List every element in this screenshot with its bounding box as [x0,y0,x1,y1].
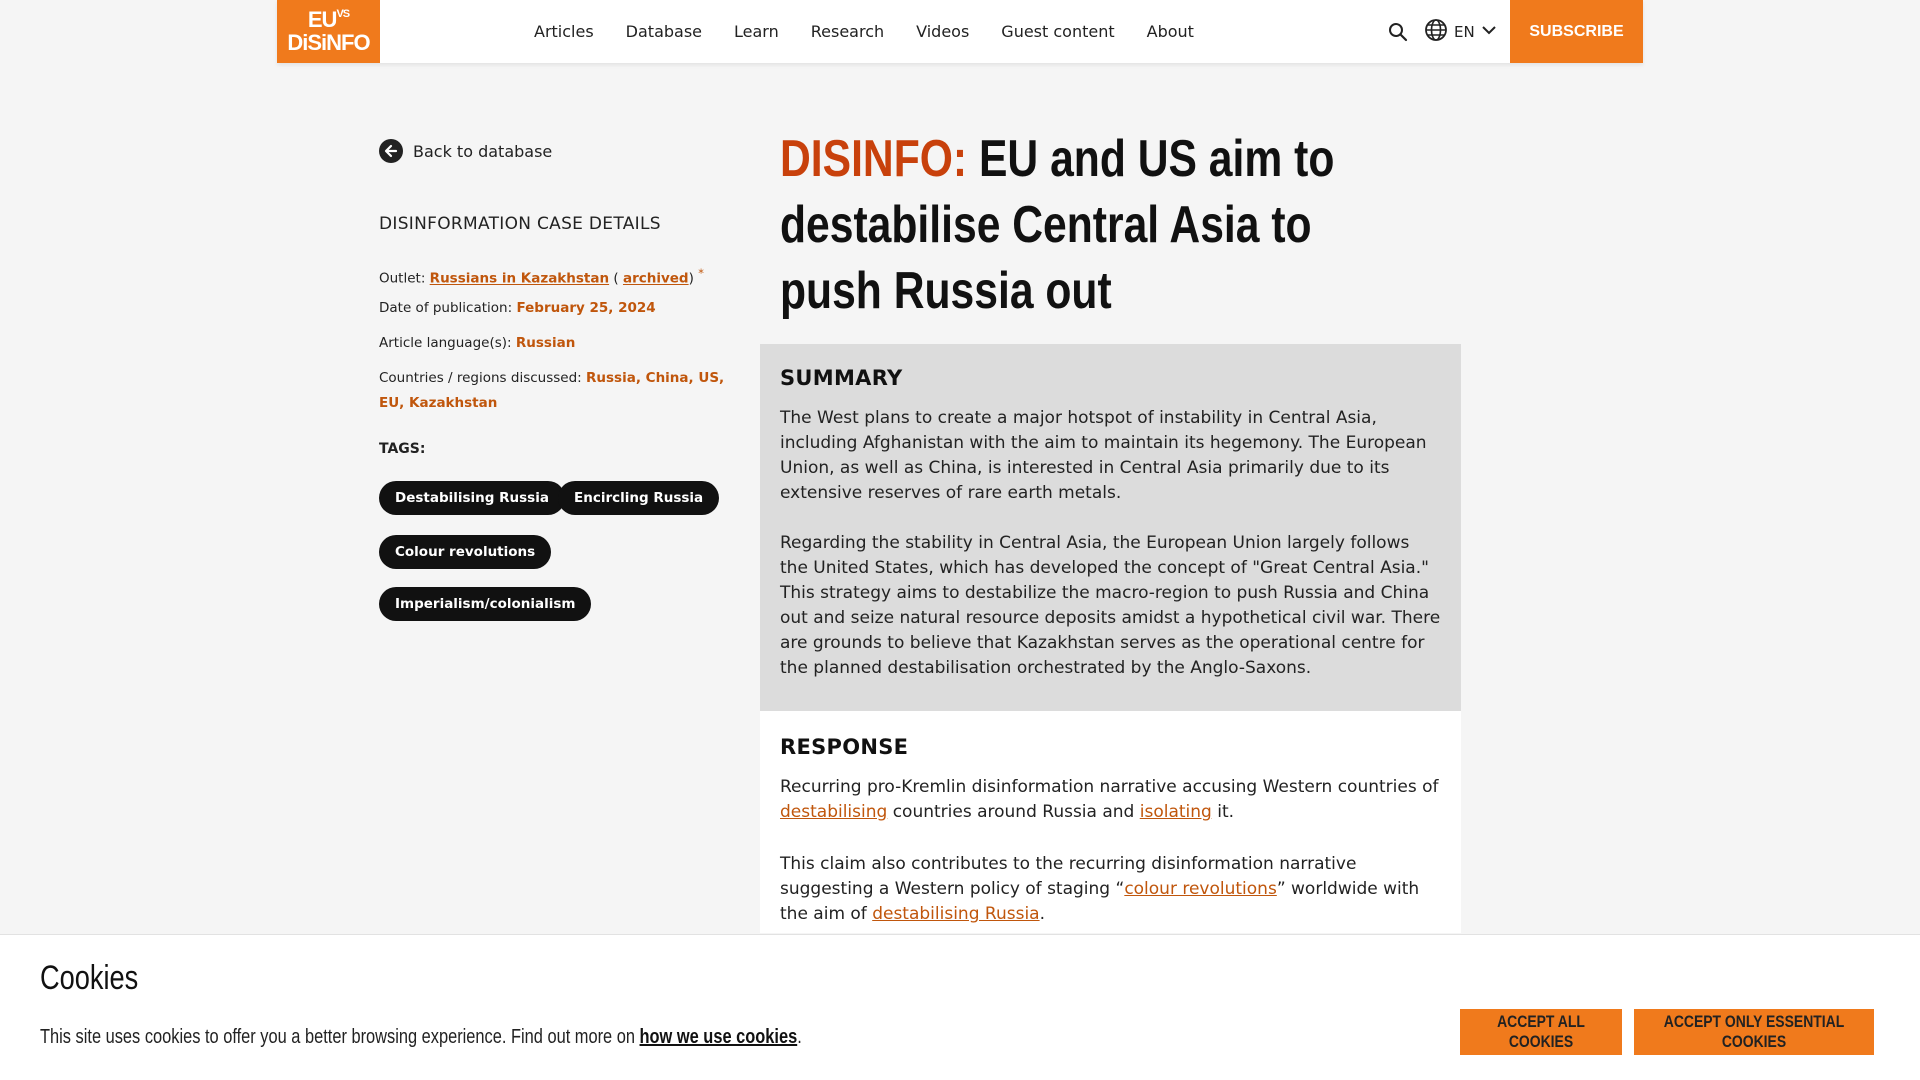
title-text: EU and US aim to destabilise Central Asia to push Russia out [780,130,1335,320]
language-row [379,331,739,356]
tags-title: TAGS: [379,441,426,457]
chevron-down-icon [1481,22,1497,42]
tag-colour-revolutions[interactable]: Colour revolutions [379,535,551,569]
site-header [277,0,1643,63]
main-nav [534,0,1226,63]
page-title [780,126,1420,324]
response-text: Recurring pro-Kremlin disinformation narrative accusing Western countries of [780,777,1439,797]
date-row [379,296,739,321]
back-to-database-link[interactable] [379,139,552,163]
summary-paragraph-1: The West plans to create a major hotspot of instability in Central Asia, including Afghanistan with the aim to maintain its hegemony. The European Union, as well as China, is interested in Central Asia primarily due to its extensive reserves of rare earth metals. [780,408,1427,503]
case-details-title: DISINFORMATION CASE DETAILS [379,214,661,234]
response-heading: RESPONSE [780,735,909,759]
accept-essential-label: ACCEPT ONLY ESSENTIAL COOKIES [1663,1012,1845,1051]
summary-paragraph-2: Regarding the stability in Central Asia, the European Union largely follows the United States, which has developed the concept of "Great Central Asia." This strategy aims to destabilize the macro-region to push Russia and China out and seize natural resource deposits amidst a hypothetical civil war. There are grounds to believe that Kazakhstan serves as the operational centre for the planned destabilisation orchestrated by the Anglo-Saxons. [780,533,1441,678]
logo-vs: VS [336,8,350,20]
cookie-title: Cookies [40,959,139,997]
logo-eu: EU [307,7,337,32]
response-text: ” worldwide with the aim of [780,879,1420,924]
countries-value: Russia, China, US, EU, Kazakhstan [379,370,725,411]
nav-guest-content[interactable]: Guest content [1001,22,1115,41]
accept-essential-cookies-button[interactable] [1634,1009,1874,1055]
colour-revolutions-link[interactable]: colour revolutions [1124,879,1277,899]
arrow-left-icon [379,139,403,163]
title-prefix: DISINFO: [780,130,968,188]
search-icon[interactable] [1386,20,1410,44]
nav-articles[interactable]: Articles [534,22,594,41]
outlet-link[interactable]: Russians in Kazakhstan [429,270,610,287]
language-code: EN [1454,23,1475,41]
cookie-text-end: . [797,1026,802,1048]
response-text: . [1039,904,1045,924]
date-label: Date of publication: [379,300,513,316]
response-text: This claim also contributes to the recurring disinformation narrative suggesting a Western policy of staging “ [780,854,1357,899]
nav-learn[interactable]: Learn [734,22,779,41]
response-text: countries around Russia and [887,802,1140,822]
accept-all-label: ACCEPT ALL COOKIES [1497,1012,1585,1051]
isolating-link[interactable]: isolating [1139,802,1212,822]
archived-asterisk: * [698,267,704,280]
response-paragraph-1 [780,775,1441,825]
outlet-row [379,261,739,292]
logo-disinfo: DiSiNFO [287,30,370,55]
tag-encircling-russia[interactable]: Encircling Russia [558,481,719,515]
outlet-label: Outlet: [379,270,426,287]
language-value: Russian [515,335,576,351]
countries-label: Countries / regions discussed: [379,370,582,386]
cookie-message: This site uses cookies to offer you a better browsing experience. Find out more on [40,1026,640,1048]
accept-all-cookies-button[interactable] [1460,1009,1622,1055]
language-label: Article language(s): [379,335,512,351]
cookie-policy-link[interactable]: how we use cookies [639,1026,798,1048]
tag-imperialism-colonialism[interactable]: Imperialism/colonialism [379,587,591,621]
archived-open: ( [609,270,623,287]
globe-icon [1424,18,1448,46]
date-value: February 25, 2024 [516,300,656,316]
response-section [760,711,1461,933]
countries-row [379,366,739,416]
response-paragraph-2 [780,852,1441,927]
nav-about[interactable]: About [1146,22,1194,41]
tag-destabilising-russia[interactable]: Destabilising Russia [379,481,565,515]
nav-research[interactable]: Research [810,22,885,41]
cookie-text [40,1026,802,1049]
archived-link[interactable]: archived [622,270,689,287]
language-selector[interactable] [1424,19,1497,45]
destabilising-link[interactable]: destabilising [780,802,888,822]
cookie-banner [0,934,1920,1080]
subscribe-button[interactable]: SUBSCRIBE [1510,0,1643,63]
response-text: it. [1211,802,1235,822]
euvsdisinfo-logo[interactable] [277,0,380,63]
summary-heading: SUMMARY [780,366,903,390]
archived-close: ) [688,270,694,287]
nav-videos[interactable]: Videos [916,22,970,41]
summary-section [760,344,1461,711]
nav-database[interactable]: Database [625,22,703,41]
back-label: Back to database [413,141,553,161]
destabilising-russia-link[interactable]: destabilising Russia [872,904,1040,924]
